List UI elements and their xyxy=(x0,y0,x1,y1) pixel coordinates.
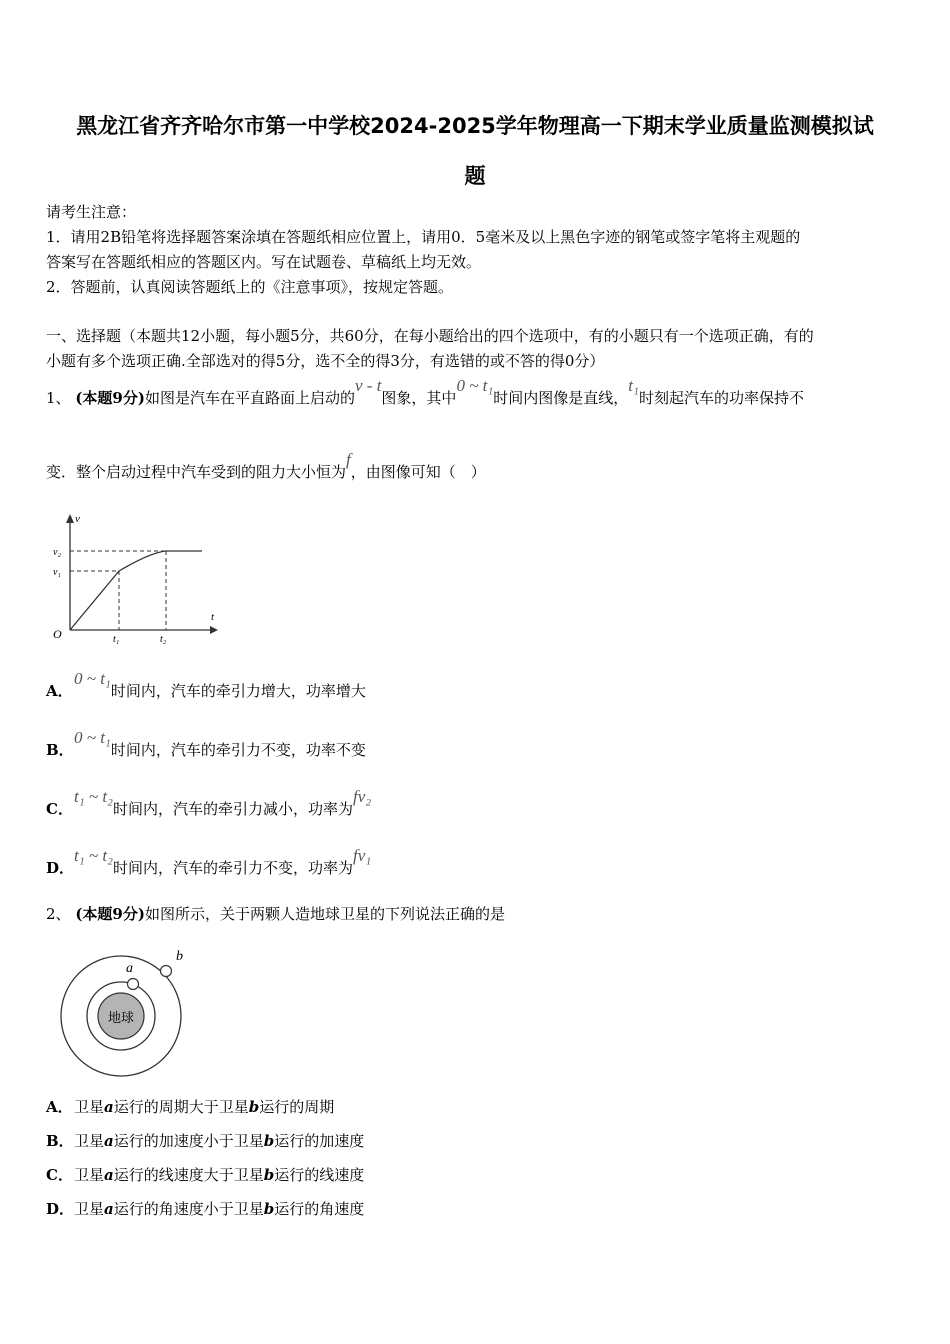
option-letter: D． xyxy=(46,1200,75,1218)
earth-label: 地球 xyxy=(107,1011,135,1026)
option-text: 运行的角速度小于卫星 xyxy=(113,1200,264,1218)
q1-option-d[interactable] xyxy=(46,846,372,878)
stem-text: 如图所示，关于两颗人造地球卫星的下列说法正确的是 xyxy=(144,905,505,923)
option-var: b xyxy=(263,1166,275,1184)
option-text: 时间内，汽车的牵引力减小，功率为 xyxy=(112,800,353,818)
math-vt: v - t xyxy=(354,376,382,395)
option-text: 卫星 xyxy=(74,1132,105,1150)
q2-option-c[interactable] xyxy=(46,1165,364,1185)
option-letter: D． xyxy=(46,859,75,877)
q1-option-a[interactable] xyxy=(46,669,366,701)
q2-option-a[interactable] xyxy=(46,1097,334,1117)
satellite-a-label: a xyxy=(126,961,133,976)
option-letter: C． xyxy=(46,1166,73,1184)
satellite-b-label: b xyxy=(176,949,183,964)
stem-text: 时间内图像是直线， xyxy=(493,389,629,407)
satellite-b-icon xyxy=(161,966,172,977)
option-text: 时间内，汽车的牵引力不变，功率为 xyxy=(112,859,353,877)
t1-label: t₁ xyxy=(113,634,120,645)
math-0-t1: 0 ~ t₁ xyxy=(456,376,494,395)
option-math: 0 ~ t₁ xyxy=(74,669,111,688)
option-text: 运行的加速度 xyxy=(274,1132,365,1150)
q1-option-c[interactable] xyxy=(46,787,372,819)
stem-text: 图象，其中 xyxy=(381,389,457,407)
question-1-stem xyxy=(46,376,804,408)
option-letter: B． xyxy=(46,1132,74,1150)
option-letter: A． xyxy=(46,682,73,700)
page-title: 黑龙江省齐齐哈尔市第一中学校2024-2025学年物理高一下期末学业质量监测模拟试 xyxy=(76,114,874,138)
option-text: 时间内，汽车的牵引力不变，功率不变 xyxy=(110,741,366,759)
option-var: b xyxy=(248,1098,260,1116)
option-letter: C． xyxy=(46,800,73,818)
section-intro: 一、选择题（本题共12小题，每小题5分，共60分，在每小题给出的四个选项中，有的小题只有一个选项正确，有的 xyxy=(46,327,814,345)
stem-text: 变．整个启动过程中汽车受到的阻力大小恒为 xyxy=(46,463,347,481)
option-text: 卫星 xyxy=(74,1098,105,1116)
question-score: (本题9分) xyxy=(75,905,145,923)
option-var: a xyxy=(104,1200,114,1218)
option-math: t₁ ~ t₂ xyxy=(74,846,113,865)
question-number: 2、 xyxy=(46,905,71,923)
option-var: a xyxy=(104,1132,114,1150)
option-letter: B． xyxy=(46,741,74,759)
option-math: fv₁ xyxy=(352,846,372,865)
notice-item-1-cont: 答案写在答题纸相应的答题区内。写在试题卷、草稿纸上均无效。 xyxy=(46,253,482,271)
v-axis-arrow-icon xyxy=(66,514,74,523)
section-intro-cont: 小题有多个选项正确.全部选对的得5分，选不全的得3分，有选错的或不答的得0分） xyxy=(46,352,605,370)
q2-option-b[interactable] xyxy=(46,1131,364,1151)
option-text: 运行的线速度大于卫星 xyxy=(113,1166,264,1184)
notice-item-1: 1．请用2B铅笔将选择题答案涂填在答题纸相应位置上，请用0．5毫米及以上黑色字迹的钢笔或签字笔将主观题的 xyxy=(46,228,801,246)
q2-option-d[interactable] xyxy=(46,1199,364,1219)
option-math: fv₂ xyxy=(352,787,372,806)
v2-label: v₂ xyxy=(53,547,61,558)
stem-text: ，由图像可知（ ） xyxy=(350,463,486,481)
question-number: 1、 xyxy=(46,389,71,407)
option-text: 运行的角速度 xyxy=(274,1200,365,1218)
origin-label: O xyxy=(53,627,62,641)
option-text: 运行的加速度小于卫星 xyxy=(113,1132,264,1150)
satellite-a-icon xyxy=(128,979,139,990)
vt-curve xyxy=(70,551,202,630)
notice-item-2: 2．答题前，认真阅读答题纸上的《注意事项》，按规定答题。 xyxy=(46,278,454,296)
option-text: 运行的线速度 xyxy=(274,1166,365,1184)
notice-heading: 请考生注意： xyxy=(46,203,137,221)
v-axis-label: v xyxy=(75,513,80,525)
option-text: 卫星 xyxy=(74,1200,105,1218)
option-var: b xyxy=(263,1200,275,1218)
t-axis-label: t xyxy=(211,611,215,623)
t2-label: t₂ xyxy=(160,634,167,645)
question-score: (本题9分) xyxy=(75,389,145,407)
stem-text: 如图是汽车在平直路面上启动的 xyxy=(144,389,355,407)
math-t1: t₁ xyxy=(628,376,639,395)
option-var: b xyxy=(263,1132,275,1150)
v1-label: v₁ xyxy=(53,567,61,578)
option-var: a xyxy=(104,1098,114,1116)
question-1-stem-cont xyxy=(46,450,486,482)
page-title-continued: 题 xyxy=(464,164,486,188)
option-text: 运行的周期 xyxy=(259,1098,335,1116)
stem-text: 时刻起汽车的功率保持不 xyxy=(638,389,804,407)
question-2-stem xyxy=(46,904,505,924)
option-text: 时间内，汽车的牵引力增大，功率增大 xyxy=(110,682,366,700)
option-math: 0 ~ t₁ xyxy=(74,728,111,747)
option-math: t₁ ~ t₂ xyxy=(74,787,113,806)
math-f: f xyxy=(346,450,351,469)
option-text: 运行的周期大于卫星 xyxy=(113,1098,249,1116)
option-var: a xyxy=(104,1166,114,1184)
option-letter: A． xyxy=(46,1098,73,1116)
q1-option-b[interactable] xyxy=(46,728,366,760)
option-text: 卫星 xyxy=(74,1166,105,1184)
t-axis-arrow-icon xyxy=(210,626,218,634)
satellite-figure xyxy=(56,944,196,1079)
vt-graph xyxy=(46,508,226,648)
